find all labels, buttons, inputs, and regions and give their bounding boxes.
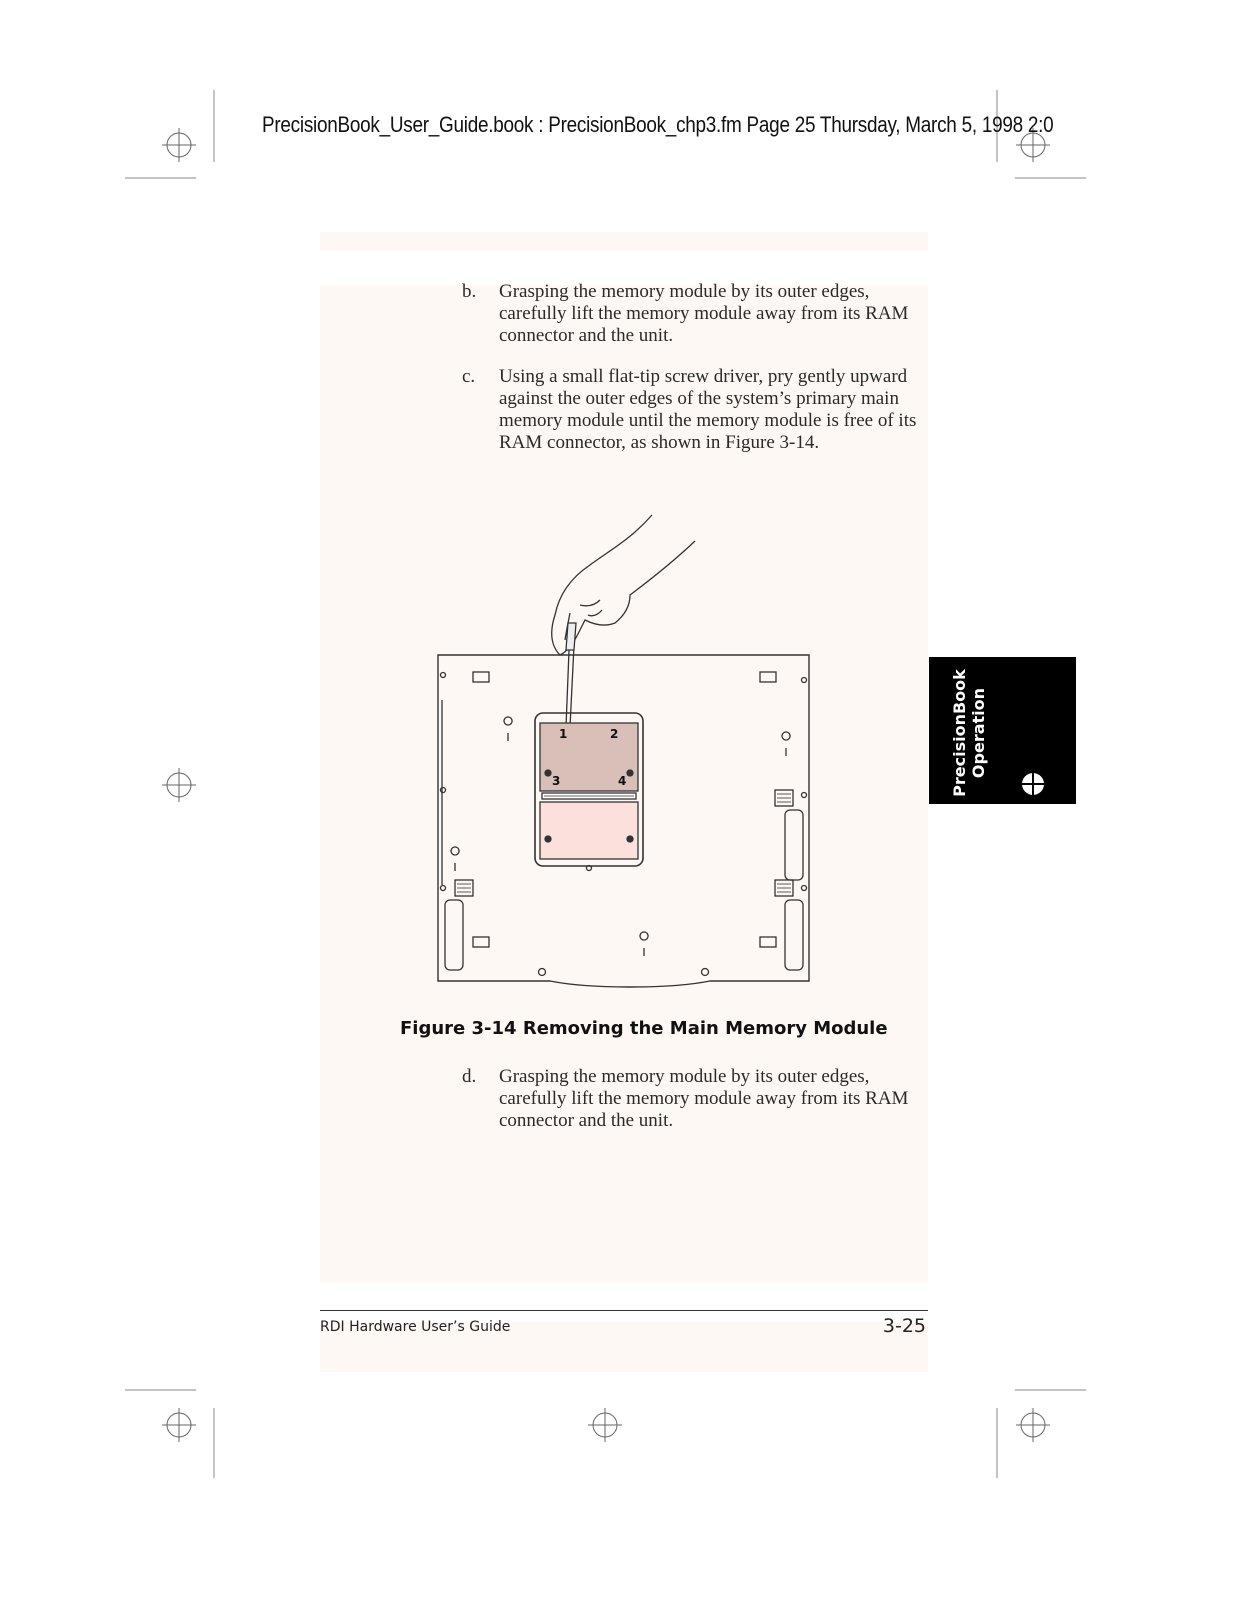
callout-1: 1 [559, 727, 568, 741]
page-number: 3-25 [882, 1315, 926, 1337]
step-label: d. [462, 1066, 477, 1087]
chapter-tab [929, 657, 1076, 804]
step-label: b. [462, 281, 477, 302]
step-d [462, 1066, 932, 1136]
chapter-tab-line1: PrecisionBook [950, 669, 969, 797]
figure-caption: Figure 3-14 Removing the Main Memory Module [400, 1018, 888, 1039]
step-label: c. [462, 366, 476, 387]
chapter-tab-line2: Operation [969, 687, 988, 779]
crosshair-icon [1022, 773, 1044, 795]
chapter-tab-label [933, 665, 1005, 801]
callout-3: 3 [552, 774, 561, 788]
header-band [320, 232, 928, 250]
footer-rule [320, 1310, 928, 1311]
memory-module-bottom [540, 802, 638, 859]
step-c [462, 366, 932, 478]
footer-book-title: RDI Hardware User’s Guide [320, 1319, 511, 1335]
step-text: Using a small flat-tip screw driver, pry gently upward against the outer edges of the system’s primary main memory module until the memory module is free of its RAM connector, as shown in Figure 3-14. [499, 366, 917, 453]
file-slug-header: PrecisionBook_User_Guide.book : PrecisionBook_chp3.fm Page 25 Thursday, March 5, 1998 2:0 [262, 112, 1054, 137]
step-b [462, 281, 932, 351]
step-text: Grasping the memory module by its outer edges, carefully lift the memory module away from its RAM connector and the unit. [499, 1066, 909, 1131]
callout-2: 2 [610, 727, 619, 741]
callout-4: 4 [618, 774, 627, 788]
step-text: Grasping the memory module by its outer edges, carefully lift the memory module away from its RAM connector and the unit. [499, 281, 909, 346]
memory-module-figure [420, 505, 840, 1000]
